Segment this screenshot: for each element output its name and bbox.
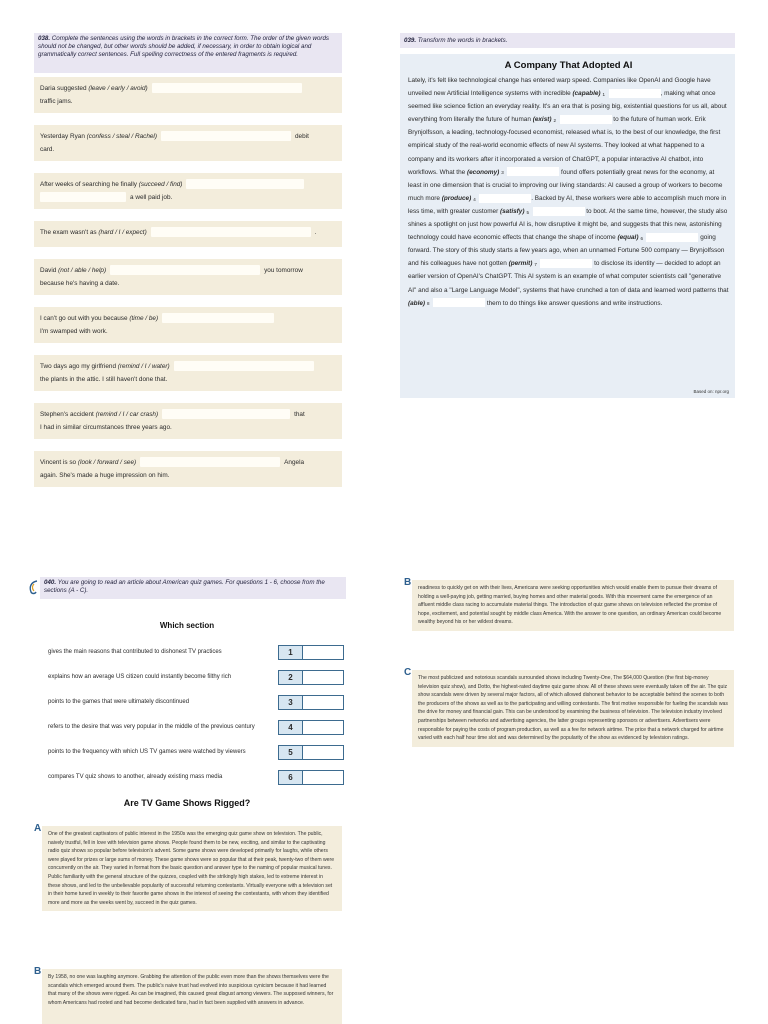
sentence-item — [34, 307, 342, 343]
paragraph-text: . Backed by AI, these workers were able to accomplish much more in less time, with greater customer — [408, 194, 727, 215]
exercise-038-items — [34, 77, 342, 487]
answer-box — [278, 645, 344, 660]
question-text: explains how an average US citizen could instantly become filthy rich — [48, 674, 232, 681]
question-list — [28, 640, 346, 790]
sentence-line — [40, 421, 336, 434]
answer-field[interactable] — [151, 227, 311, 237]
exercise-instruction: Complete the sentences using the words in brackets in the correct form. The order of the given words should not be changed, but other words should be added, if necessary, in order to obtain logical and grammatically correct sentences. Full spelling correctness of the entered fragments is required. — [38, 35, 329, 58]
word-hint: (not / able / help) — [58, 267, 107, 274]
sentence-item — [34, 221, 342, 247]
paragraph-text: going forward. The story of this study starts a few years ago, when an unnamed Fortune 500 company — Brynjolfsson and his colleagues have not gotten — [408, 234, 725, 268]
word-hint: (confess / steal / Rachel) — [86, 133, 157, 140]
keyword-hint: (exist) — [532, 116, 552, 124]
exercise-040-header — [40, 577, 346, 599]
gap-input[interactable] — [553, 115, 612, 124]
gap-input[interactable] — [427, 298, 485, 307]
answer-box — [278, 745, 344, 760]
word-hint: (time / be) — [129, 315, 159, 322]
sentence-line — [40, 408, 336, 421]
paragraph-text: to boot. At the same time, however, the study also shines a spotlight on just how powerful AI is, how disruptive it might be, and suggests that this new, astonishing technology could have economic effects that change the shape of income — [408, 207, 728, 242]
sentence-item — [34, 403, 342, 439]
sentence-line — [40, 325, 336, 338]
question-text: gives the main reasons that contributed to dishonest TV practices — [48, 649, 222, 656]
sentence-text: you tomorrow — [264, 267, 303, 274]
answer-field[interactable] — [303, 646, 343, 659]
sentence-line — [40, 143, 336, 156]
exercise-instruction: You are going to read an article about American quiz games. For questions 1 - 6, choose from the sections (A - C). — [44, 579, 325, 594]
gap-input[interactable] — [534, 259, 592, 268]
sentence-line — [40, 82, 336, 95]
article-title: A Company That Adopted AI — [504, 60, 633, 71]
exercise-instruction: Transform the words in brackets. — [417, 37, 508, 44]
gap-input[interactable] — [501, 167, 559, 176]
answer-field[interactable] — [40, 192, 126, 202]
sentence-text: because he's having a date. — [40, 280, 120, 287]
gap-number: 8 — [427, 301, 430, 307]
answer-box — [278, 670, 344, 685]
exercise-039 — [400, 33, 735, 398]
section-label: C — [404, 667, 412, 678]
section-label: B — [34, 966, 42, 977]
sentence-item — [34, 259, 342, 295]
sentence-text: I can't go out with you because — [40, 315, 130, 322]
sentence-text: a well paid job. — [130, 194, 173, 201]
keyword-hint: (able) — [408, 299, 426, 307]
word-hint: (remind / I / car crash) — [95, 411, 159, 418]
answer-box — [278, 770, 344, 785]
sentence-text: debit — [294, 133, 309, 140]
sentence-item — [34, 355, 342, 391]
gap-input[interactable] — [640, 233, 698, 242]
gap-number: 3 — [501, 170, 504, 176]
sentence-text: Angela — [284, 459, 305, 466]
word-hint: (look / forward / see) — [77, 459, 137, 466]
answer-field[interactable] — [303, 696, 343, 709]
sentence-text: Two days ago my girlfriend — [40, 363, 118, 370]
section-label: A — [34, 823, 42, 834]
question-number: 1 — [279, 646, 303, 659]
sentence-text: . — [314, 229, 317, 236]
gap-input[interactable] — [602, 89, 661, 98]
answer-field[interactable] — [162, 313, 274, 323]
paragraph-text: to disclose its identity — decided to adopt an earlier version of OpenAI's ChatGPT. This AI system is an example of what computer scientists call "generative AI" and also a "Large Language Model", systems that have crunched a ton of data and learned word patterns that — [408, 260, 729, 294]
question-text: refers to the desire that was very popular in the middle of the previous century — [48, 724, 255, 731]
sentence-text: David — [40, 267, 59, 274]
answer-field[interactable] — [303, 721, 343, 734]
exercise-039-body — [400, 54, 735, 398]
keyword-hint: (economy) — [466, 168, 500, 176]
book-logo-icon — [28, 579, 40, 595]
keyword-hint: (produce) — [441, 194, 472, 202]
answer-field[interactable] — [174, 361, 314, 371]
exercise-038-header — [34, 33, 342, 73]
answer-field[interactable] — [152, 83, 302, 93]
sentence-text: traffic jams. — [40, 98, 73, 105]
section-text: By 1958, no one was laughing anymore. Grabbing the attention of the public even more than the shows themselves were the scandals which emerged around them. The public's naive trust had evolved into suspicious cynicism because it had learned that many of the shows were rigged. As can be imagined, this caused great disgust among viewers. The supposed winners, for whom Americans had rooted and had become dedicated fans, had in fact been supplied with answers in advance. — [42, 969, 342, 1024]
sentence-line — [40, 277, 336, 290]
section-text: The most publicized and notorious scandals surrounded shows including Twenty-One, The $64,000 Question (the first big-money television quiz show), and Dotto, the highest-rated daytime quiz game show. All of these shows were eventually taken off the air. The quiz show scandals were driven by several major factors, all of which allowed dishonest behavior to be acceptable behind the scenes to both the producers of the shows as well as to the participating and willing contestants. The first motive responsible for fueling the scandals was the drive for money and financial gain. This can be understood by examining the business of television. The television industry involved partnerships between networks and advertising agencies, the latter groups representing sponsors or advertisers. Advertisers were responsible for paying the costs of program production, as well as a fee for network airtime. The price that a network charged for airtime varied with each half hour time slot and was determined by the popularity of the show as evidenced by television ratings. — [412, 670, 734, 747]
sentence-line — [40, 373, 336, 386]
word-hint: (remind / I / water) — [117, 363, 170, 370]
gap-number: 2 — [553, 118, 557, 123]
sentence-text: The exam wasn't as — [40, 229, 99, 236]
sentence-item — [34, 125, 342, 161]
sentence-text: Vincent is so — [40, 459, 78, 466]
keyword-hint: (permit) — [508, 260, 533, 268]
which-section-title: Which section — [159, 621, 215, 630]
sentence-line — [40, 456, 336, 469]
sentence-line — [40, 178, 336, 191]
section-text: readiness to quickly get on with their lives, Americans were seeking opportunities which would enable them to pursue their dreams of holding a well-paying job, getting married, buying homes and other material goods. With this movement came the emergence of an affluent middle class racing to accumulate material things. The introduction of quiz game shows on television reflected the promise of hope, excitement, and potential sought by middle class America. With the answer to one question, an ordinary American could become wealthy beyond his or her wildest dreams. — [412, 580, 734, 631]
answer-field[interactable] — [162, 409, 290, 419]
section-b-continued — [404, 577, 734, 631]
section-b-start — [34, 966, 342, 1024]
keyword-hint: (capable) — [572, 90, 601, 98]
question-row — [28, 740, 346, 765]
question-number: 5 — [279, 746, 303, 759]
sentence-item — [34, 77, 342, 113]
question-number: 4 — [279, 721, 303, 734]
paragraph-text: , making what once seemed like science fiction an everyday reality. It's an era that is posing big, existential questions for us all, about everything from literally the future of human — [408, 90, 727, 124]
answer-field[interactable] — [110, 265, 260, 275]
question-row — [28, 690, 346, 715]
exercise-040 — [28, 577, 346, 808]
gap-number: 5 — [526, 209, 530, 215]
answer-field[interactable] — [303, 671, 343, 684]
section-text: One of the greatest captivators of public interest in the 1950s was the emerging quiz game show on television. The public, naively trustful, fell in love with television game shows. People found them to be new, exciting, and similar to the captivating radio quiz shows so popular before television's advent. Some game shows were developed primarily for laughs, while others were played for prizes or large sums of money. These game shows were so popular that at their peak, twenty-two of them were concurrently on the air. They varied in format from the basic question and answer type to the naming of popular musical tunes. Public familiarity with the general structure of the quizzes, coupled with the strikingly high stakes, led to extreme interest in these shows, and led to the unbelievable popularity of successful returning contestants. Virtually everyone with a television set in their home tuned in weekly to their favorite game shows in the interest of seeing the contestants, with whom they identified more and more as the weeks went by, succeed in the quiz games. — [42, 826, 342, 911]
sentence-line — [40, 360, 336, 373]
sentence-text: After weeks of searching he finally — [40, 181, 139, 188]
sentence-line — [40, 191, 336, 204]
answer-field[interactable] — [303, 746, 343, 759]
gap-number: 4 — [473, 196, 476, 202]
gap-number: 6 — [640, 235, 643, 241]
answer-field[interactable] — [140, 457, 280, 467]
question-text: points to the games that were ultimately discontinued — [48, 699, 190, 706]
sentence-text: again. She's made a huge impression on him. — [40, 472, 170, 479]
article-title: Are TV Game Shows Rigged? — [123, 798, 251, 808]
gap-input[interactable] — [473, 194, 531, 203]
question-number: 6 — [279, 771, 303, 784]
sentence-item — [34, 451, 342, 487]
question-text: compares TV quiz shows to another, already existing mass media — [48, 774, 223, 781]
question-row — [28, 715, 346, 740]
section-label: B — [404, 577, 412, 588]
sentence-text: I had in similar circumstances three years ago. — [40, 424, 172, 431]
sentence-line — [40, 130, 336, 143]
keyword-hint: (equal) — [617, 234, 639, 242]
sentence-text: card. — [40, 146, 55, 153]
question-number: 2 — [279, 671, 303, 684]
answer-box — [278, 695, 344, 710]
paragraph-text: Lately, it's felt like technological change has entered warp speed. Companies like OpenAI and Google have unveiled new Artificial Intelligence systems with incredible — [408, 77, 711, 98]
sentence-line — [40, 226, 336, 239]
answer-field[interactable] — [186, 179, 304, 189]
sentence-text: Stephen's accident — [40, 411, 96, 418]
word-hint: (leave / early / avoid) — [88, 85, 148, 92]
exercise-number: 039. — [404, 37, 417, 44]
question-row — [28, 640, 346, 665]
paragraph-text: them to do things like answer questions and write instructions. — [485, 299, 663, 307]
answer-box — [278, 720, 344, 735]
sentence-text: Yesterday Ryan — [40, 133, 87, 140]
exercise-number: 038. — [38, 35, 51, 42]
exercise-038 — [34, 33, 342, 487]
sentence-item — [34, 173, 342, 209]
question-number: 3 — [279, 696, 303, 709]
exercise-039-header — [400, 33, 735, 48]
word-hint: (succeed / find) — [138, 181, 183, 188]
paragraph-text: found offers potentially great news for the economy, at least in one dimension that is crucial to improving our living standards: AI caused a group of workers to become much more — [408, 168, 723, 202]
exercise-number: 040. — [44, 579, 57, 586]
gap-number: 7 — [534, 262, 537, 268]
section-c — [404, 667, 734, 747]
gap-input[interactable] — [526, 207, 585, 216]
source-note: Based on: npr.org — [693, 389, 729, 394]
answer-field[interactable] — [161, 131, 291, 141]
sentence-line — [40, 264, 336, 277]
sentence-line — [40, 312, 336, 325]
keyword-hint: (satisfy) — [499, 207, 525, 215]
sentence-line — [40, 95, 336, 108]
sentence-text: that — [294, 411, 305, 418]
gap-number: 1 — [602, 91, 606, 97]
question-row — [28, 665, 346, 690]
answer-field[interactable] — [303, 771, 343, 784]
sentence-text: I'm swamped with work. — [40, 328, 108, 335]
word-hint: (hard / I / expect) — [98, 229, 147, 236]
question-row — [28, 765, 346, 790]
sentence-text: the plants in the attic. I still haven't done that. — [40, 376, 168, 383]
paragraph-text: to the future of human work. Erik Brynjolfsson, a leading, technology-focused economist, released what is, to the best of our knowledge, the first empirical study of the real-world economic effects of new AI systems. They looked at what happened to a company and its workers after it incorporated a version of ChatGPT, a popular interactive AI chatbot, into workflows. What the — [408, 116, 721, 176]
section-a — [34, 823, 342, 911]
question-text: points to the frequency with which US TV games were watched by viewers — [48, 749, 246, 756]
article-paragraph — [408, 74, 729, 310]
sentence-line — [40, 469, 336, 482]
sentence-text: Daria suggested — [40, 85, 89, 92]
